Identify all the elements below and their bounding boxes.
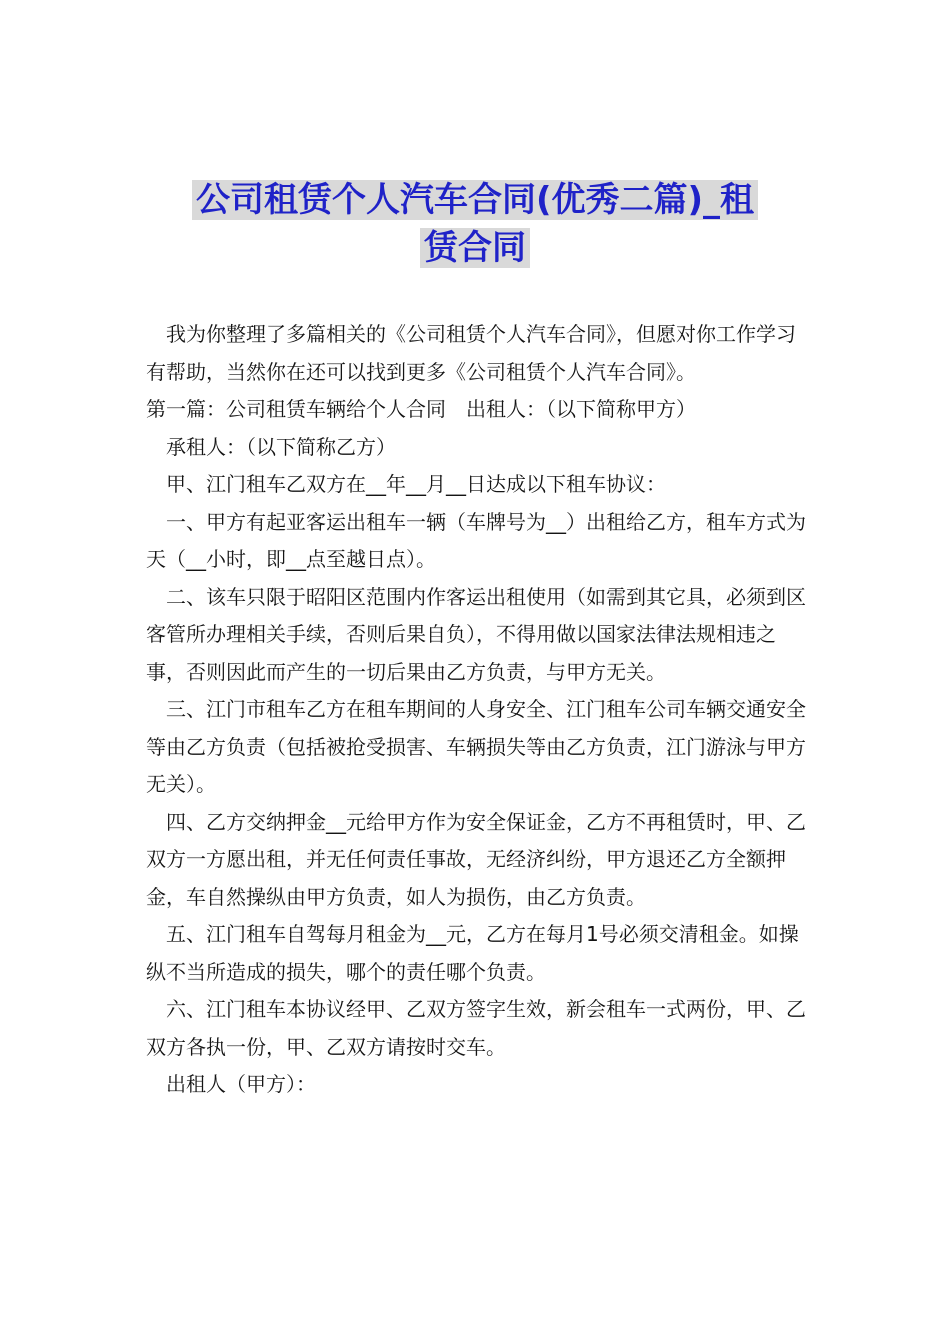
title-line-2: 赁合同 <box>420 228 530 268</box>
document-title <box>150 176 800 272</box>
lessor-signature-line: 出租人（甲方）： <box>166 1072 316 1096</box>
clause-3: 三、江门市租车乙方在租车期间的人身安全、江门租车公司车辆交通安全等由乙方负责（包括被抢受损害、车辆损失等由乙方负责，江门游泳与甲方无关）。 <box>146 697 806 796</box>
title-line-1: 公司租赁个人汽车合同(优秀二篇)_租 <box>192 180 758 220</box>
section-heading: 第一篇：公司租赁车辆给个人合同 出租人：（以下简称甲方） <box>146 397 696 421</box>
clause-6: 六、江门租车本协议经甲、乙双方签字生效，新会租车一式两份，甲、乙双方各执一份，甲、乙双方请按时交车。 <box>146 997 806 1059</box>
agreement-line: 甲、江门租车乙双方在__年__月__日达成以下租车协议： <box>166 472 666 496</box>
lessee-line: 承租人：（以下简称乙方） <box>166 434 396 459</box>
clause-2: 二、该车只限于昭阳区范围内作客运出租使用（如需到其它具，必须到区客管所办理相关手续，否则后果自负），不得用做以国家法律法规相违之事，否则因此而产生的一切后果由乙方负责，与甲方无关。 <box>146 584 806 684</box>
intro-paragraph: 我为你整理了多篇相关的《公司租赁个人汽车合同》，但愿对你工作学习有帮助，当然你在还可以找到更多《公司租赁个人汽车合同》。 <box>146 322 796 384</box>
clause-4: 四、乙方交纳押金__元给甲方作为安全保证金，乙方不再租赁时，甲、乙双方一方愿出租，并无任何责任事故，无经济纠纷，甲方退还乙方全额押金，车自然操纵由甲方负责，如人为损伤，由乙方负责。 <box>146 809 806 909</box>
clause-5: 五、江门租车自驾每月租金为__元，乙方在每月1号必须交清租金。如操纵不当所造成的损失，哪个的责任哪个负责。 <box>146 922 799 984</box>
clause-1: 一、甲方有起亚客运出租车一辆（车牌号为__）出租给乙方，租车方式为天（__小时，即__点至越日点）。 <box>146 509 806 571</box>
document-body <box>146 316 810 1104</box>
